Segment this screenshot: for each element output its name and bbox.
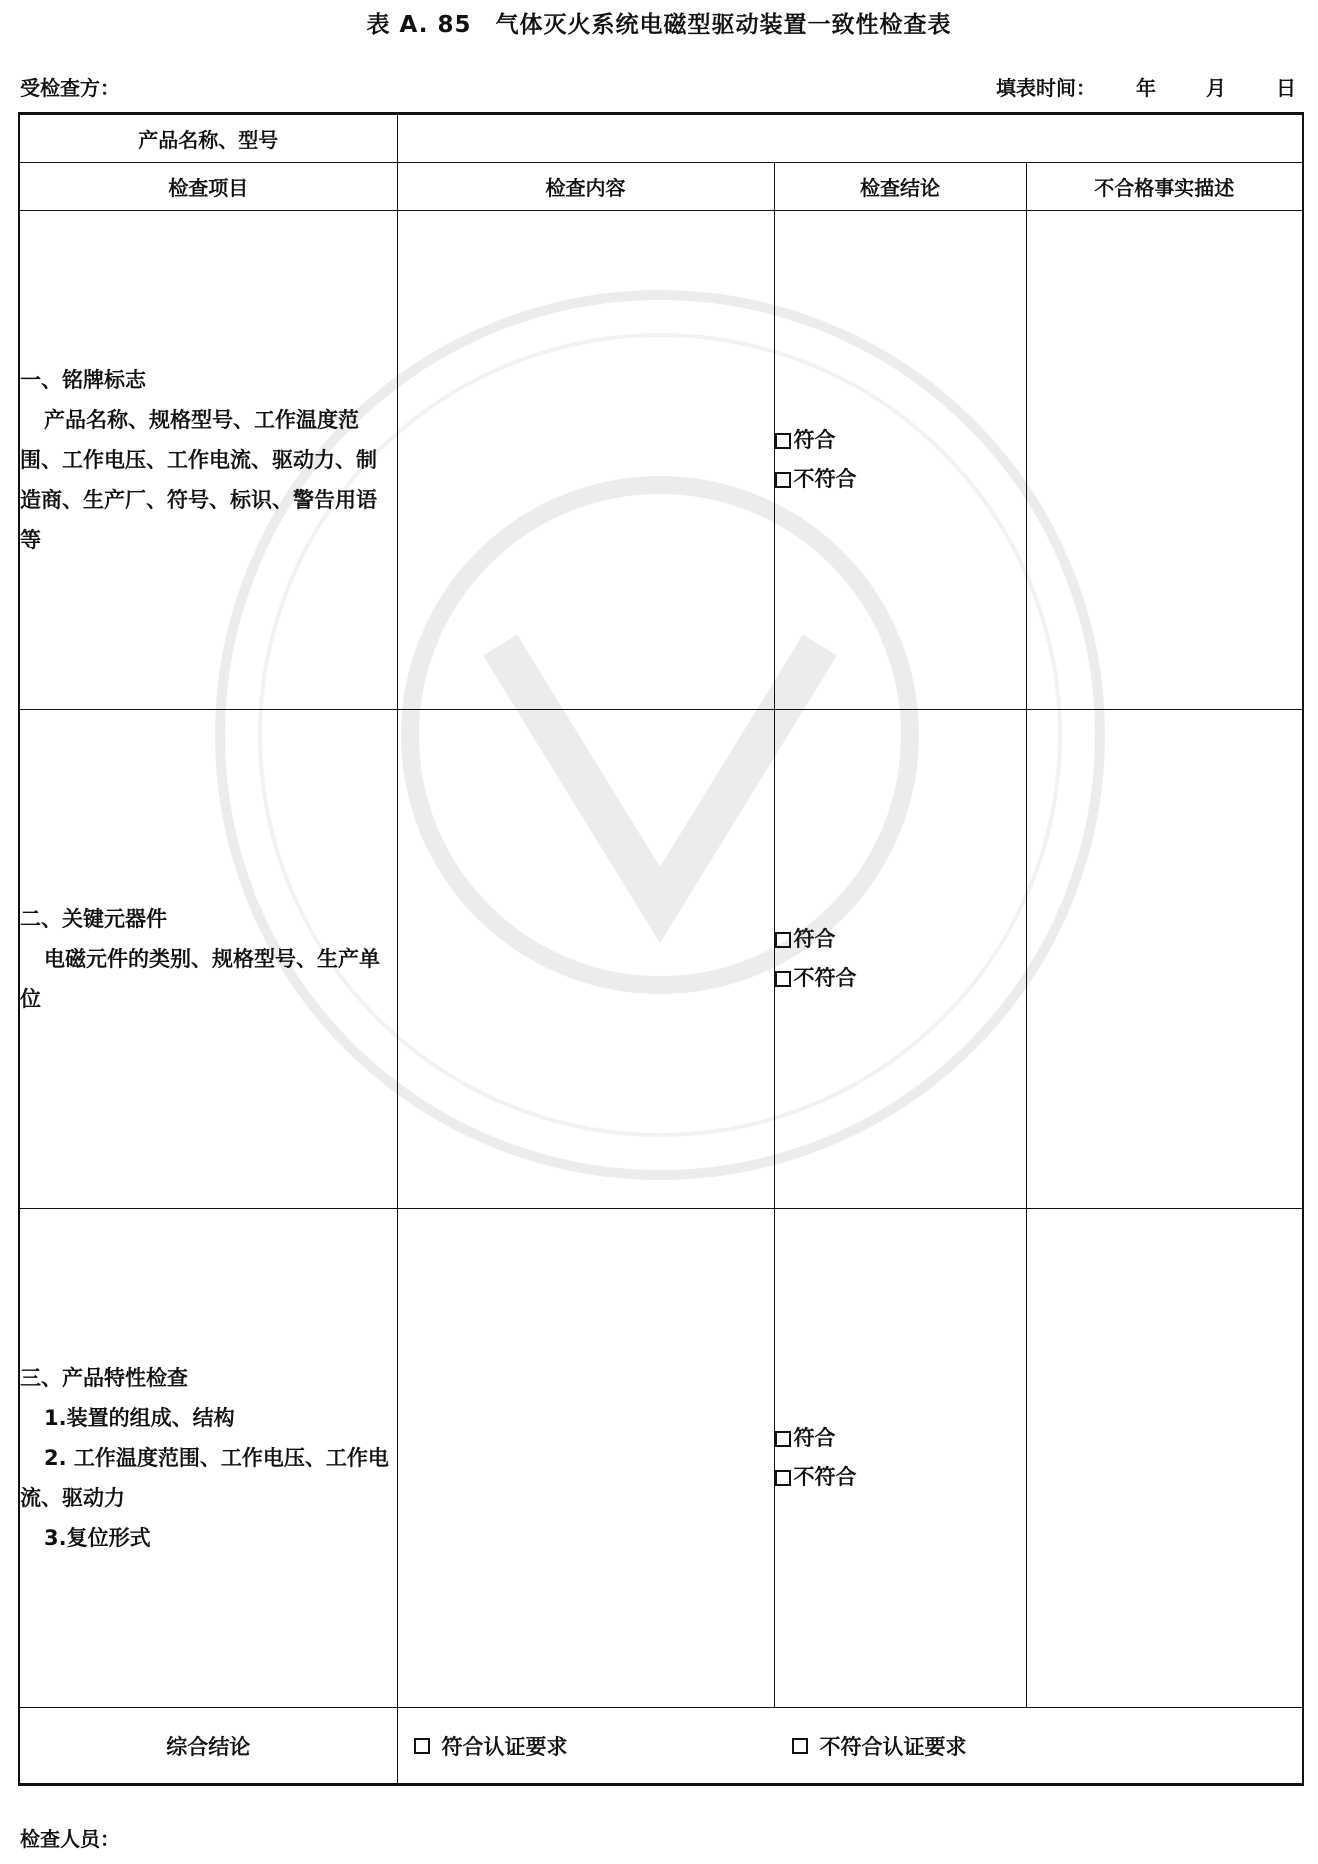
product-name-row xyxy=(19,114,1303,163)
inspection-item xyxy=(19,1209,397,1708)
product-name-field[interactable] xyxy=(397,114,1303,163)
header-row xyxy=(19,163,1303,211)
conclusion-options xyxy=(774,211,1026,710)
fill-time xyxy=(996,72,1296,101)
inspector-label: 检查人员： xyxy=(20,1827,120,1851)
checkbox-icon[interactable] xyxy=(775,1470,791,1486)
nonconformity-description-field[interactable] xyxy=(1026,1209,1303,1708)
inspected-party-label: 受检查方： xyxy=(20,76,120,100)
option-nonconform[interactable]: 不符合 xyxy=(775,959,1026,998)
nonconformity-description-field[interactable] xyxy=(1026,211,1303,710)
option-conform[interactable]: 符合 xyxy=(775,1419,1026,1458)
table-row xyxy=(19,710,1303,1209)
header-inspection-item: 检查项目 xyxy=(19,163,397,211)
nonconformity-description-field[interactable] xyxy=(1026,710,1303,1209)
fill-time-day: 日 xyxy=(1276,76,1296,100)
option-conform[interactable]: 符合 xyxy=(775,421,1026,460)
option-not-meets-requirements[interactable]: 不符合认证要求 xyxy=(792,1731,967,1761)
inspection-item xyxy=(19,710,397,1209)
item-detail: 3.复位形式 xyxy=(44,1526,151,1550)
fill-time-label: 填表时间： xyxy=(996,76,1096,100)
item-detail: 电磁元件的类别、规格型号、生产单位 xyxy=(20,947,380,1011)
conclusion-options xyxy=(774,710,1026,1209)
option-meets-requirements[interactable]: 符合认证要求 xyxy=(414,1731,568,1761)
checkbox-icon[interactable] xyxy=(414,1738,430,1754)
option-nonconform[interactable]: 不符合 xyxy=(775,1458,1026,1497)
item-title: 一、铭牌标志 xyxy=(20,368,146,392)
table-row xyxy=(19,1209,1303,1708)
item-title: 三、产品特性检查 xyxy=(20,1366,188,1390)
option-conform[interactable]: 符合 xyxy=(775,920,1026,959)
header-inspection-conclusion: 检查结论 xyxy=(774,163,1026,211)
checkbox-icon[interactable] xyxy=(775,472,791,488)
checkbox-icon[interactable] xyxy=(775,1431,791,1447)
checkbox-icon[interactable] xyxy=(775,932,791,948)
conclusion-options xyxy=(774,1209,1026,1708)
header-inspection-content: 检查内容 xyxy=(397,163,774,211)
checkbox-icon[interactable] xyxy=(775,433,791,449)
page-title: 表 A. 85 气体灭火系统电磁型驱动装置一致性检查表 xyxy=(366,12,952,38)
inspection-item xyxy=(19,211,397,710)
header-nonconformity-description: 不合格事实描述 xyxy=(1026,163,1303,211)
inspection-table xyxy=(18,112,1304,1786)
fill-time-year: 年 xyxy=(1136,76,1156,100)
summary-row xyxy=(19,1708,1303,1785)
fill-time-month: 月 xyxy=(1206,76,1226,100)
inspection-content-field[interactable] xyxy=(397,211,774,710)
item-detail: 2. 工作温度范围、工作电压、工作电流、驱动力 xyxy=(20,1446,389,1510)
summary-label: 综合结论 xyxy=(19,1708,397,1785)
checkbox-icon[interactable] xyxy=(775,971,791,987)
item-detail: 1.装置的组成、结构 xyxy=(44,1406,235,1430)
item-detail: 产品名称、规格型号、工作温度范围、工作电压、工作电流、驱动力、制造商、生产厂、符号、标识、警告用语等 xyxy=(20,408,377,552)
product-name-label: 产品名称、型号 xyxy=(19,114,397,163)
table-row xyxy=(19,211,1303,710)
option-nonconform[interactable]: 不符合 xyxy=(775,460,1026,499)
inspection-content-field[interactable] xyxy=(397,710,774,1209)
item-title: 二、关键元器件 xyxy=(20,907,167,931)
inspection-content-field[interactable] xyxy=(397,1209,774,1708)
summary-options xyxy=(397,1708,1303,1785)
checkbox-icon[interactable] xyxy=(792,1738,808,1754)
